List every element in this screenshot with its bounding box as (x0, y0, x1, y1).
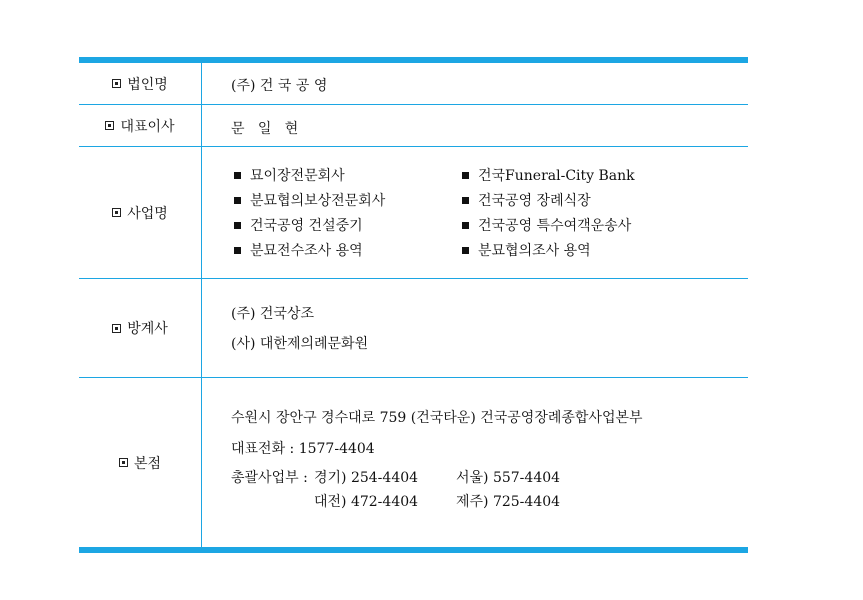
business-item (462, 190, 591, 210)
business-item (462, 215, 631, 235)
business-item-text: 분묘협의보상전문회사 (250, 193, 386, 209)
label-text: 사업명 (127, 205, 168, 222)
business-item-text: 건국공영 장례식장 (478, 193, 591, 209)
business-item-text: 건국공영 특수여객운송사 (478, 218, 632, 234)
office-phone: 경기) 254-4404 (314, 470, 419, 486)
bottom-border-bar (79, 547, 748, 553)
bullet-icon (234, 222, 241, 229)
bullet-icon (234, 247, 241, 254)
affiliate-item: (주) 건국상조 (231, 306, 314, 322)
offices-label: 총괄사업부 : (231, 470, 313, 486)
office-phone: 제주) 725-4404 (456, 494, 561, 510)
square-bullet-icon (112, 324, 121, 333)
bullet-icon (234, 172, 241, 179)
business-item (462, 165, 635, 185)
square-bullet-icon (119, 458, 128, 467)
business-item (234, 215, 363, 235)
business-item-text: 건국공영 건설중기 (250, 218, 363, 234)
square-bullet-icon (105, 121, 114, 130)
office-phone: 대전) 472-4404 (314, 494, 419, 510)
business-item-text: 묘이장전문회사 (250, 168, 345, 184)
label-text: 방계사 (127, 321, 168, 337)
bullet-icon (462, 197, 469, 204)
ceo-label (79, 105, 201, 146)
business-item-text: 분묘협의조사 용역 (478, 243, 591, 259)
square-bullet-icon (112, 79, 121, 88)
company-name-value: (주) 건 국 공 영 (231, 78, 328, 94)
affiliate-item: (사) 대한제의례문화원 (231, 336, 369, 352)
business-item-text: 분묘전수조사 용역 (250, 243, 363, 259)
label-text: 대표이사 (120, 118, 175, 135)
label-text: 본점 (133, 455, 162, 472)
office-phone: 서울) 557-4404 (456, 470, 561, 486)
bullet-icon (462, 247, 469, 254)
business-item (234, 190, 385, 210)
column-divider (201, 63, 202, 547)
business-item-text: 건국Funeral-City Bank (478, 168, 635, 184)
headquarters-label (79, 378, 201, 547)
business-item (462, 240, 591, 260)
company-name-label (79, 63, 201, 104)
bullet-icon (462, 172, 469, 179)
bullet-icon (462, 222, 469, 229)
headquarters-address: 수원시 장안구 경수대로 759 (건국타운) 건국공영장례종합사업본부 (231, 410, 643, 426)
affiliates-label (79, 279, 201, 377)
business-item (234, 165, 345, 185)
business-item (234, 240, 363, 260)
main-phone: 대표전화 : 1577-4404 (231, 441, 375, 457)
label-text: 법인명 (127, 76, 168, 93)
business-label (79, 147, 201, 278)
bullet-icon (234, 197, 241, 204)
square-bullet-icon (112, 208, 121, 217)
company-info-table (79, 57, 748, 553)
ceo-value: 문 일 현 (231, 121, 299, 137)
